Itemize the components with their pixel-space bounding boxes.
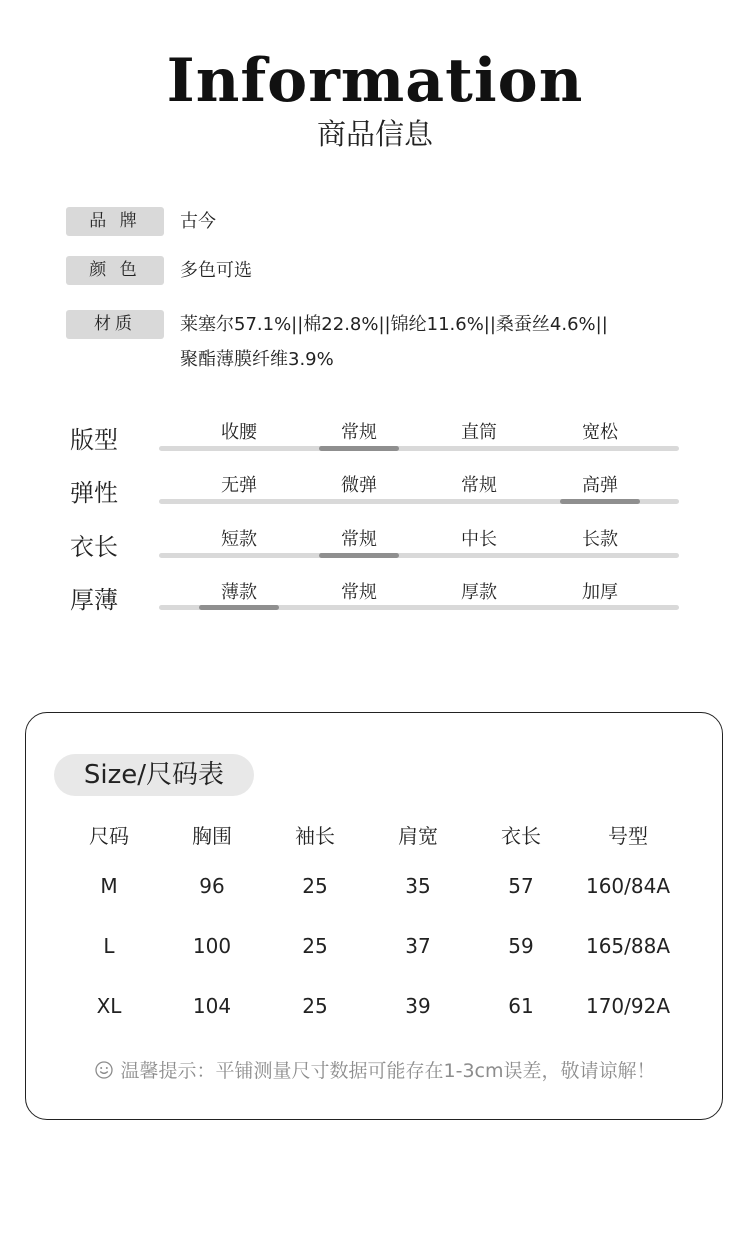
- option-label: 无弹: [221, 475, 257, 496]
- option-label: 常规: [341, 529, 377, 550]
- table-cell: M: [100, 874, 118, 898]
- attribute-label: 厚薄: [70, 586, 118, 614]
- info-brand-label: 品 牌: [66, 207, 164, 236]
- option-label: 高弹: [582, 475, 618, 496]
- option-label: 收腰: [221, 422, 257, 443]
- option-label: 长款: [582, 529, 618, 550]
- info-brand-value: 古今: [180, 211, 216, 232]
- option-label: 直筒: [461, 422, 497, 443]
- scale-track: [159, 446, 679, 451]
- option-label: 薄款: [221, 582, 257, 603]
- attribute-label: 弹性: [70, 479, 118, 507]
- attribute-label: 衣长: [70, 533, 118, 561]
- table-cell: 61: [508, 994, 534, 1018]
- table-cell: 57: [508, 874, 534, 898]
- table-cell: 104: [192, 994, 232, 1018]
- option-label: 宽松: [582, 422, 618, 443]
- size-tip: [0, 1057, 750, 1085]
- table-cell: 100: [192, 934, 232, 958]
- scale-highlight: [560, 499, 640, 504]
- option-label: 加厚: [582, 582, 618, 603]
- table-cell: 35: [405, 874, 431, 898]
- scale-highlight: [319, 553, 399, 558]
- title-cn: 商品信息: [316, 117, 433, 151]
- column-header: 尺码: [89, 824, 129, 848]
- option-label: 常规: [461, 475, 497, 496]
- column-header: 号型: [608, 824, 648, 848]
- option-label: 常规: [341, 582, 377, 603]
- column-header: 袖长: [295, 824, 335, 848]
- column-header: 肩宽: [398, 824, 438, 848]
- size-table-title: Size/尺码表: [54, 754, 254, 796]
- option-label: 微弹: [341, 475, 377, 496]
- info-material-label: 材质: [66, 310, 164, 339]
- attribute-label: 版型: [70, 426, 118, 454]
- option-label: 中长: [461, 529, 497, 550]
- table-cell: L: [103, 934, 115, 958]
- scale-track: [159, 499, 679, 504]
- table-cell: 39: [405, 994, 431, 1018]
- option-label: 厚款: [461, 582, 497, 603]
- table-cell: 170/92A: [585, 994, 671, 1018]
- smile-icon: [95, 1059, 113, 1077]
- info-color-value: 多色可选: [180, 260, 252, 281]
- option-label: 短款: [221, 529, 257, 550]
- size-tip-text: 温馨提示：平铺测量尺寸数据可能存在1-3cm误差，敬请谅解！: [120, 1060, 656, 1082]
- table-cell: 37: [405, 934, 431, 958]
- scale-track: [159, 553, 679, 558]
- column-header: 胸围: [192, 824, 232, 848]
- table-cell: 165/88A: [585, 934, 671, 958]
- scale-highlight: [199, 605, 279, 610]
- option-label: 常规: [341, 422, 377, 443]
- scale-highlight: [319, 446, 399, 451]
- info-color-label: 颜 色: [66, 256, 164, 285]
- table-cell: 59: [508, 934, 534, 958]
- table-cell: 25: [302, 994, 328, 1018]
- table-cell: 25: [302, 874, 328, 898]
- table-cell: 96: [199, 874, 225, 898]
- info-material-value-line1: 莱塞尔57.1%||棉22.8%||锦纶11.6%||桑蚕丝4.6%||: [180, 314, 608, 335]
- table-cell: 25: [302, 934, 328, 958]
- scale-track: [159, 605, 679, 610]
- title-en: Information: [166, 46, 584, 116]
- table-cell: 160/84A: [585, 874, 671, 898]
- info-material-value-line2: 聚酯薄膜纤维3.9%: [180, 349, 334, 370]
- column-header: 衣长: [501, 824, 541, 848]
- table-cell: XL: [96, 994, 122, 1018]
